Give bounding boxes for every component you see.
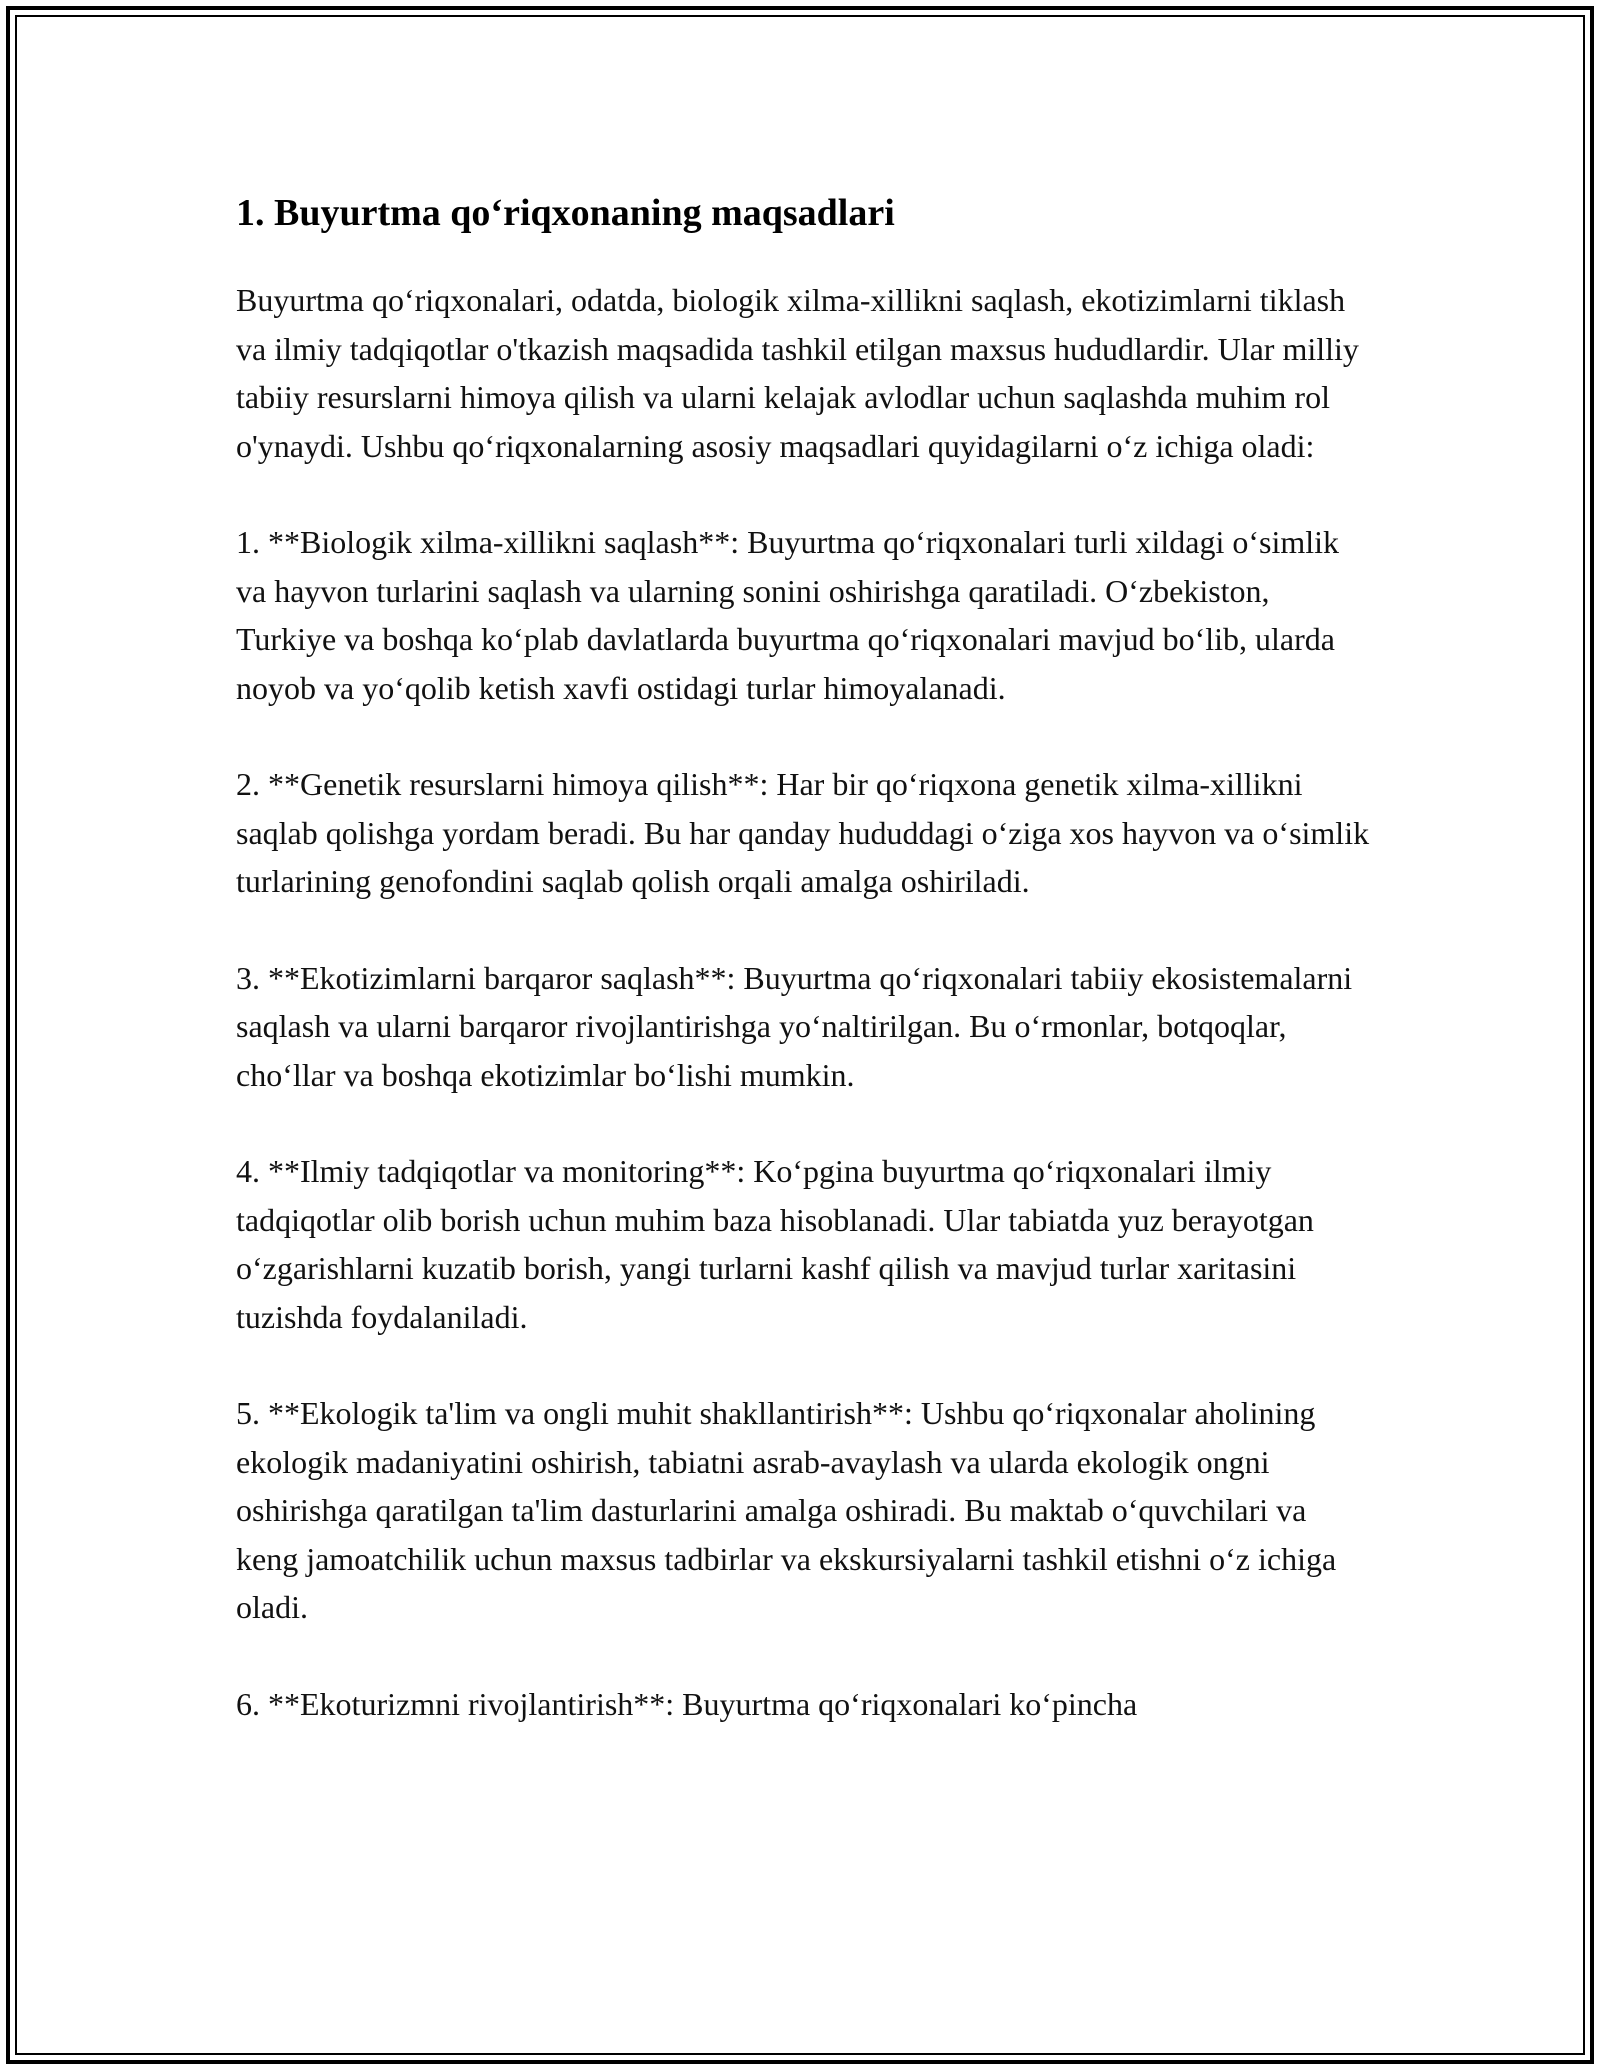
list-item-genetic-resources: 2. **Genetik resurslarni himoya qilish**: Har bir qo‘riqxona genetik xilma-xillikni saqlab qolishga yordam beradi. Bu har qanday hududdagi o‘ziga xos hayvon va o‘simlik turlarining genofondini saqlab qolish orqali amalga oshiriladi. <box>236 766 1370 899</box>
list-item-research: 4. **Ilmiy tadqiqotlar va monitoring**: Ko‘pgina buyurtma qo‘riqxonalari ilmiy tadqiqotlar olib borish uchun muhim baza hisoblanadi. Ular tabiatda yuz berayotgan o‘zgarishlarni kuzatib borish, yangi turlarni kashf qilish va mavjud turlar xaritasini tuzishda foydalaniladi. <box>236 1153 1314 1335</box>
list-item-ecosystems: 3. **Ekotizimlarni barqaror saqlash**: Buyurtma qo‘riqxonalari tabiiy ekosistemalarni saqlash va ularni barqaror rivojlantirishga yo‘naltirilgan. Bu o‘rmonlar, botqoqlar, cho‘llar va boshqa ekotizimlar bo‘lishi mumkin. <box>236 959 1353 1093</box>
section-heading: 1. Buyurtma qo‘riqxonaning maqsadlari <box>236 192 895 234</box>
document-body <box>236 186 1376 1776</box>
list-item-education: 5. **Ekologik ta'lim va ongli muhit shakllantirish**: Ushbu qo‘riqxonalar aholining ekologik madaniyatini oshirish, tabiatni asrab-avaylash va ularda ekologik ongni oshirishga qaratilgan ta'lim dasturlarini amalga oshiradi. Bu maktab o‘quvchilari va keng jamoatchilik uchun maxsus tadbirlar va ekskursiyalarni tashkil etishni o‘z ichiga oladi. <box>236 1395 1337 1625</box>
list-item-ecotourism: 6. **Ekoturizmni rivojlantirish**: Buyurtma qo‘riqxonalari ko‘pincha <box>236 1685 1138 1722</box>
intro-paragraph: Buyurtma qo‘riqxonalari, odatda, biologik xilma-xillikni saqlash, ekotizimlarni tiklash va ilmiy tadqiqotlar o'tkazish maqsadida tashkil etilgan maxsus hududlardir. Ular milliy tabiiy resurslarni himoya qilish va ularni kelajak avlodlar uchun saqlashda muhim rol o'ynaydi. Ushbu qo‘riqxonalarning asosiy maqsadlari quyidagilarni o‘z ichiga oladi: <box>236 282 1359 464</box>
list-item-biodiversity: 1. **Biologik xilma-xillikni saqlash**: Buyurtma qo‘riqxonalari turli xildagi o‘simlik va hayvon turlarini saqlash va ularning sonini oshirishga qaratiladi. O‘zbekiston, Turkiye va boshqa ko‘plab davlatlarda buyurtma qo‘riqxonalari mavjud bo‘lib, ularda noyob va yo‘qolib ketish xavfi ostidagi turlar himoyalanadi. <box>236 524 1339 706</box>
